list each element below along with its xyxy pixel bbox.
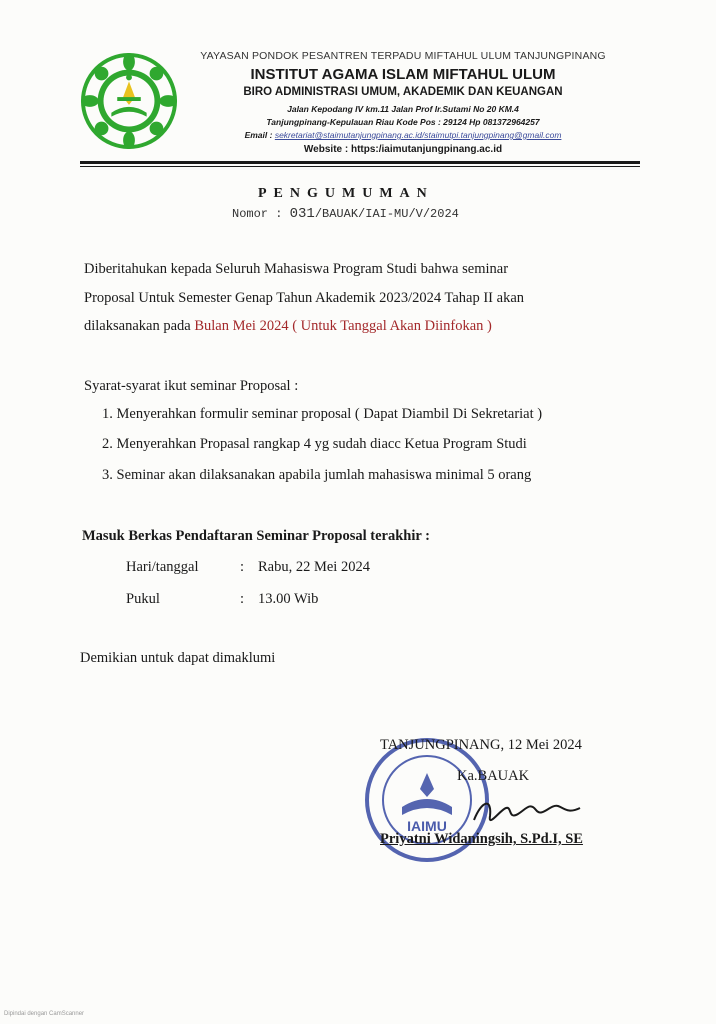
sign-place-date: TANJUNGPINANG, 12 Mei 2024 <box>380 737 582 753</box>
requirement-item: 2. Menyerahkan Propasal rangkap 4 yg sudah diacc Ketua Program Studi <box>102 436 527 452</box>
city-line: Tanjungpinang-Kepulauan Riau Kode Pos : 29124 Hp 081372964257 <box>266 117 540 127</box>
time-label: Pukul <box>126 591 160 607</box>
announcement-number <box>232 206 459 222</box>
requirement-item: 1. Menyerahkan formulir seminar proposal ( Dapat Diambil Di Sekretariat ) <box>102 406 543 422</box>
bureau-name: BIRO ADMINISTRASI UMUM, AKADEMIK DAN KEUANGAN <box>243 86 563 98</box>
signature-icon <box>472 790 582 830</box>
requirement-item: 3. Seminar akan dilaksanakan apabila jumlah mahasiswa minimal 5 orang <box>102 467 532 483</box>
scanner-watermark: Dipindai dengan CamScanner <box>4 1011 85 1017</box>
body-line-2: Proposal Untuk Semester Genap Tahun Akademik 2023/2024 Tahap II akan <box>84 290 524 306</box>
email-line <box>188 130 618 140</box>
body-line-3-prefix: dilaksanakan pada <box>84 318 195 334</box>
number-value: 031 <box>289 206 315 222</box>
foundation-name: YAYASAN PONDOK PESANTREN TERPADU MIFTAHUL ULUM TANJUNGPINANG <box>200 50 606 62</box>
body-line-1: Diberitahukan kepada Seluruh Mahasiswa Program Studi bahwa seminar <box>84 261 509 277</box>
day-date-label: Hari/tanggal <box>126 559 199 575</box>
day-date-value: Rabu, 22 Mei 2024 <box>258 559 370 575</box>
email-link[interactable]: sekretariat@staimutanjungpinang.ac.id/staimutpi.tanjungpinang@gmail.com <box>274 130 562 140</box>
time-colon: : <box>240 591 245 607</box>
schedule-highlight: Bulan Mei 2024 ( Untuk Tanggal Akan Diinfokan ) <box>194 318 492 334</box>
email-label: Email : <box>244 130 273 140</box>
signatory-name: Priyatni Widaningsih, S.Pd.I, SE <box>380 831 583 847</box>
number-label: Nomor : <box>232 207 290 221</box>
number-suffix: /BAUAK/IAI-MU/V/2024 <box>314 207 459 221</box>
sign-role: Ka.BAUAK <box>457 768 530 784</box>
institute-name: INSTITUT AGAMA ISLAM MIFTAHUL ULUM <box>250 66 556 83</box>
day-date-colon: : <box>240 559 245 575</box>
website-line: Website : https:/iaimutanjungpinang.ac.id <box>303 144 503 155</box>
closing-remark: Demikian untuk dapat dimaklumi <box>80 650 276 666</box>
registration-title: Masuk Berkas Pendaftaran Seminar Proposal terakhir : <box>82 528 431 544</box>
stamp-label: IAIMU <box>407 818 447 834</box>
header-divider-thin <box>80 166 640 167</box>
institute-logo <box>80 52 178 150</box>
address-line: Jalan Kepodang IV km.11 Jalan Prof Ir.Sutami No 20 KM.4 <box>287 104 519 114</box>
announcement-title: PENGUMUMAN <box>258 186 434 201</box>
header-divider-thick <box>80 161 640 164</box>
time-value: 13.00 Wib <box>258 591 319 607</box>
body-line-3 <box>84 318 492 335</box>
requirements-title: Syarat-syarat ikut seminar Proposal : <box>84 378 299 394</box>
